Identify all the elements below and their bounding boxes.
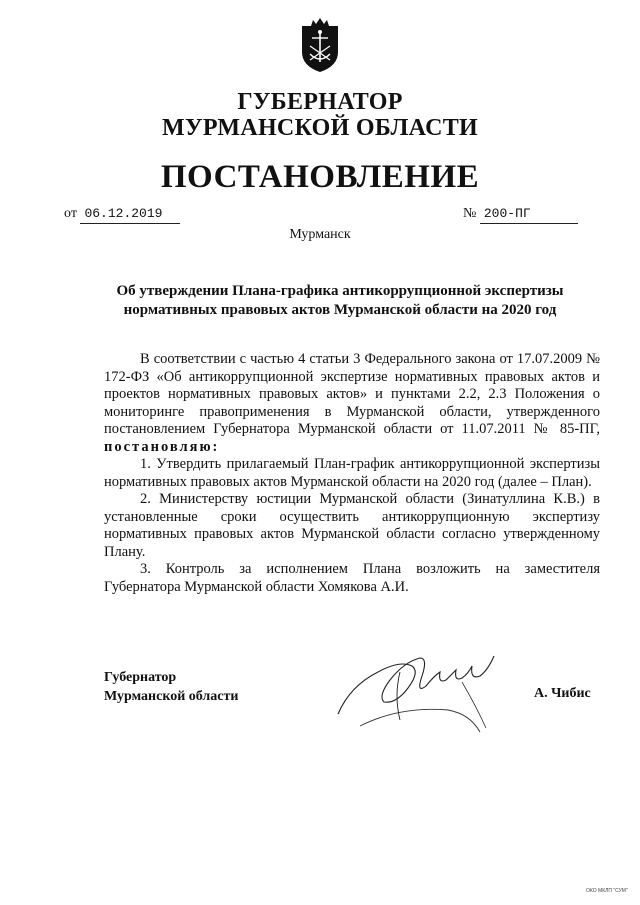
title-line1: Об утверждении Плана-графика антикоррупционной экспертизы [116, 283, 564, 299]
preamble-paragraph [104, 351, 600, 456]
org-title-line1: ГУБЕРНАТОР [237, 89, 403, 115]
handwritten-signature-icon [330, 636, 500, 736]
document-body [104, 351, 600, 596]
org-title-line2: МУРМАНСКОЙ ОБЛАСТИ [162, 115, 478, 141]
date-prefix: от [64, 206, 77, 221]
item-1: 1. Утвердить прилагаемый План-график антикоррупционной экспертизы нормативных правовых актов Мурманской области на 2020 год (далее – План). [104, 456, 600, 490]
murmansk-coat-of-arms-icon [298, 16, 342, 74]
document-title [100, 282, 580, 320]
preamble-text: В соответствии с частью 4 статьи 3 Федерального закона от 17.07.2009 № 172-ФЗ «Об антикоррупционной экспертизе нормативных правовых актов и проектов нормативных правовых актов» и пунктами 2.2, 2.3 Положения о мониторинге правоприменения в Мурманской области, утвержденного постановлением Губернатора Мурманской области от 11.07.2011 № 85-ПГ, [104, 351, 600, 437]
signer-name: А. Чибис [534, 686, 591, 701]
number-value: 200-ПГ [480, 205, 578, 224]
number-prefix: № [463, 206, 477, 221]
signer-position-line1: Губернатор [104, 670, 177, 685]
date-value: 06.12.2019 [80, 205, 180, 224]
document-type: ПОСТАНОВЛЕНИЕ [160, 159, 480, 195]
resolve-word: постановляю: [104, 438, 220, 455]
item-2: 2. Министерству юстиции Мурманской области (Зинатуллина К.В.) в установленные сроки осуществить антикоррупционную экспертизу нормативных правовых актов Мурманской области согласно утвержденному Плану. [104, 491, 600, 560]
document-city: Мурманск [289, 227, 351, 242]
title-line2: нормативных правовых актов Мурманской области на 2020 год [123, 302, 557, 318]
signer-position-line2: Мурманской области [104, 689, 239, 704]
item-3: 3. Контроль за исполнением Плана возложить на заместителя Губернатора Мурманской области Хомякова А.И. [104, 561, 600, 595]
signer-position [104, 668, 238, 706]
document-date [64, 205, 180, 224]
document-number [463, 205, 578, 224]
print-stamp: ОКО МКЛП "СУМ" [586, 888, 628, 894]
